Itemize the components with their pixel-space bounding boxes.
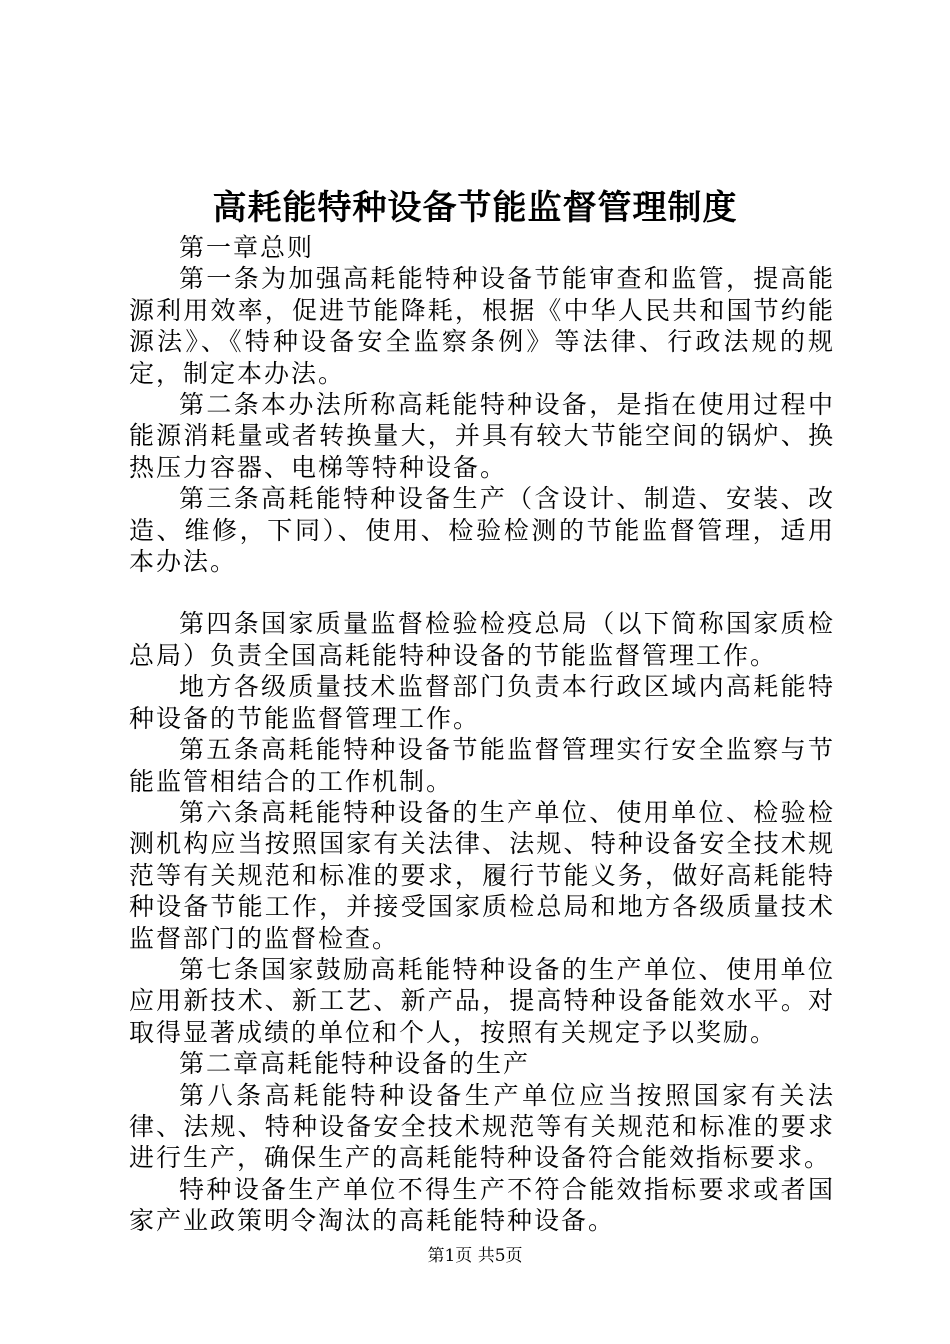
chapter-heading: 第一章总则 [179, 233, 315, 262]
article-paragraph: 第三条高耗能特种设备生产（含设计、制造、安装、改造、维修，下同）、使用、检验检测的节能监督管理，适用本办法。 [129, 484, 835, 577]
article-paragraph: 第四条国家质量监督检验检疫总局（以下简称国家质检总局）负责全国高耗能特种设备的节能监督管理工作。 [129, 609, 835, 670]
article-paragraph: 第一条为加强高耗能特种设备节能审查和监管，提高能源利用效率，促进节能降耗，根据《中华人民共和国节约能源法》、《特种设备安全监察条例》等法律、行政法规的规定，制定本办法。 [129, 264, 835, 388]
article-paragraph: 特种设备生产单位不得生产不符合能效指标要求或者国家产业政策明令淘汰的高耗能特种设备。 [129, 1174, 835, 1236]
chapter-heading: 第二章高耗能特种设备的生产 [179, 1049, 531, 1079]
article-paragraph: 第六条高耗能特种设备的生产单位、使用单位、检验检测机构应当按照国家有关法律、法规、特种设备安全技术规范等有关规范和标准的要求，履行节能义务，做好高耗能特种设备节能工作，并接受国家质检总局和地方各级质量技术监督部门的监督检查。 [129, 797, 835, 953]
article-paragraph: 第二条本办法所称高耗能特种设备，是指在使用过程中能源消耗量或者转换量大，并具有较大节能空间的锅炉、换热压力容器、电梯等特种设备。 [129, 390, 835, 482]
blank-line [129, 577, 835, 608]
page-footer: 第1页 共5页 [427, 1246, 523, 1266]
document-body [129, 232, 835, 1237]
article-paragraph: 第五条高耗能特种设备节能监督管理实行安全监察与节能监管相结合的工作机制。 [129, 735, 835, 796]
article-paragraph: 第八条高耗能特种设备生产单位应当按照国家有关法律、法规、特种设备安全技术规范等有关规范和标准的要求进行生产，确保生产的高耗能特种设备符合能效指标要求。 [129, 1080, 835, 1173]
article-paragraph: 第七条国家鼓励高耗能特种设备的生产单位、使用单位应用新技术、新工艺、新产品，提高特种设备能效水平。对取得显著成绩的单位和个人，按照有关规定予以奖励。 [129, 954, 835, 1047]
article-paragraph: 地方各级质量技术监督部门负责本行政区域内高耗能特种设备的节能监督管理工作。 [129, 672, 835, 733]
document-title: 高耗能特种设备节能监督管理制度 [212, 188, 738, 228]
